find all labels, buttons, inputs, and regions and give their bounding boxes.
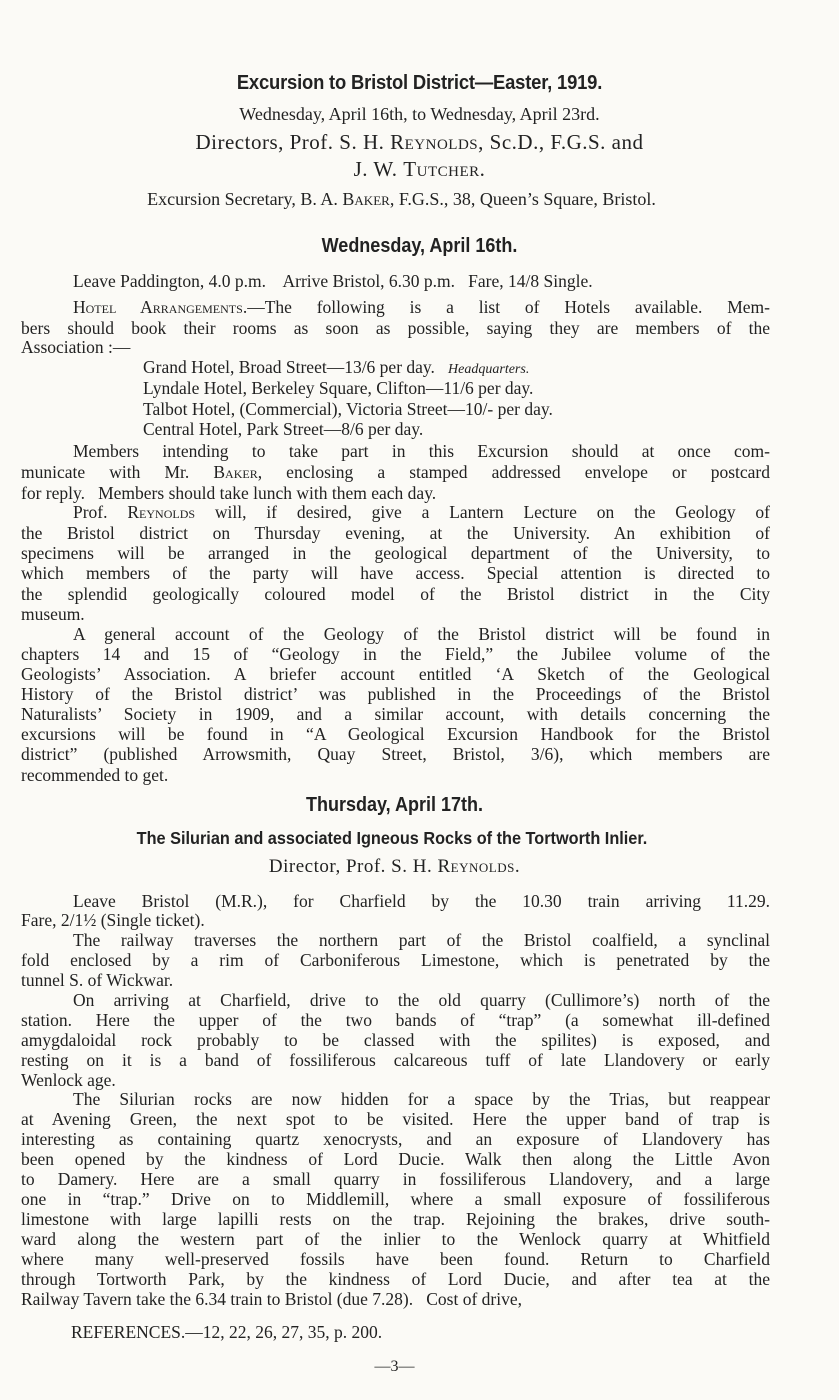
- hotel-intro-text: .—The following is a list of Hotels available. Mem-: [242, 297, 770, 317]
- secretary-address: , F.G.S., 38, Queen’s Square, Bristol.: [389, 189, 656, 209]
- lecture-text: Prof.: [73, 502, 128, 522]
- page-number: —3—: [374, 1358, 415, 1375]
- railway-para-2: fold enclosed by a rim of Carboniferous Limestone, which is penetrated by the: [21, 950, 770, 970]
- wednesday-travel: Leave Paddington, 4.0 p.m. Arrive Bristol, 6.30 p.m. Fare, 14/8 Single.: [73, 271, 593, 291]
- secretary-label: Excursion Secretary, B. A.: [147, 189, 343, 209]
- directors-text: Directors, Prof. S. H.: [195, 130, 391, 154]
- members-text: municate with Mr.: [21, 462, 214, 482]
- members-para-2: [21, 462, 770, 482]
- silurian-para-4: been opened by the kindness of Lord Ducie. Walk then along the Little Avon: [21, 1149, 770, 1169]
- account-para-1: A general account of the Geology of the Bristol district will be found in: [73, 624, 770, 644]
- director-period: .: [514, 856, 521, 877]
- references: REFERENCES.—12, 22, 26, 27, 35, p. 200.: [71, 1322, 383, 1342]
- silurian-para-7: limestone with large lapilli rests on the trap. Rejoining the brakes, drive south-: [21, 1209, 770, 1229]
- members-para-1: Members intending to take part in this Excursion should at once com-: [73, 441, 770, 461]
- hotel-arrangements-label: Hotel Arrangements: [73, 297, 243, 317]
- directors-line-2: [0, 159, 839, 179]
- hotel-item: Talbot Hotel, (Commercial), Victoria Street—10/- per day.: [143, 399, 553, 419]
- silurian-para-9: where many well-preserved fossils have been found. Return to Charfield: [21, 1249, 770, 1269]
- fare-fraction: ½: [83, 910, 97, 930]
- thursday-heading: Thursday, April 17th.: [305, 794, 484, 816]
- hotel-item: Lyndale Hotel, Berkeley Square, Clifton—11/6 per day.: [143, 378, 534, 398]
- directors-line-1: [0, 132, 839, 152]
- hotel-grand: Grand Hotel, Broad Street—13/6 per day.: [143, 357, 435, 377]
- account-para-7: district” (published Arrowsmith, Quay Street, Bristol, 3/6), which members are: [21, 744, 770, 764]
- lecture-para-3: specimens will be arranged in the geological department of the University, to: [21, 543, 770, 563]
- railway-para-3: tunnel S. of Wickwar.: [21, 970, 174, 990]
- account-para-2: chapters 14 and 15 of “Geology in the Field,” the Jubilee volume of the: [21, 644, 770, 664]
- baker-name: Baker: [213, 462, 258, 482]
- account-para-6: excursions will be found in “A Geological Excursion Handbook for the Bristol: [21, 724, 770, 744]
- silurian-para-6: one in “trap.” Drive on to Middlemill, where a small exposure of fossiliferous: [21, 1189, 770, 1209]
- headquarters-note: Headquarters.: [448, 362, 530, 377]
- fare-text: Fare, 2/1: [21, 910, 84, 930]
- account-para-3: Geologists’ Association. A briefer account entitled ‘A Sketch of the Geological: [21, 664, 770, 684]
- silurian-para-11: Railway Tavern take the 6.34 train to Bristol (due 7.28). Cost of drive,: [21, 1289, 522, 1309]
- reynolds-name: Reynolds: [127, 502, 196, 522]
- lecture-para-2: the Bristol district on Thursday evening, at the University. An exhibition of: [21, 523, 770, 543]
- railway-para-1: The railway traverses the northern part of the Bristol coalfield, a synclinal: [73, 930, 770, 950]
- leave-para-2: [21, 910, 205, 930]
- hotel-intro-2: bers should book their rooms as soon as possible, saying they are members of the: [21, 318, 770, 338]
- directors-text-2: J. W.: [353, 157, 404, 181]
- silurian-para-10: through Tortworth Park, by the kindness of Lord Ducie, and after tea at the: [21, 1269, 770, 1289]
- silurian-para-1: The Silurian rocks are now hidden for a space by the Trias, but reappear: [73, 1089, 770, 1109]
- hotel-item: [143, 357, 529, 380]
- arrive-para-2: station. Here the upper of the two bands of “trap” (a somewhat ill-defined: [21, 1010, 770, 1030]
- account-para-4: History of the Bristol district’ was published in the Proceedings of the Bristol: [21, 684, 770, 704]
- directors-period: .: [479, 157, 486, 181]
- document-title: Excursion to Bristol District—Easter, 1919.: [236, 72, 603, 94]
- arrive-para-1: On arriving at Charfield, drive to the old quarry (Cullimore’s) north of the: [73, 990, 770, 1010]
- silurian-para-8: ward along the western part of the inlier to the Wenlock quarry at Whitfield: [21, 1229, 770, 1249]
- silurian-para-3: interesting as containing quartz xenocrysts, and an exposure of Llandovery has: [21, 1129, 770, 1149]
- fare-ticket: (Single ticket).: [96, 910, 205, 930]
- silurian-para-5: to Damery. Here are a small quarry in fossiliferous Llandovery, and a large: [21, 1169, 770, 1189]
- hotel-item: Central Hotel, Park Street—8/6 per day.: [143, 419, 424, 439]
- director-text: Director, Prof. S. H.: [268, 856, 438, 877]
- arrive-para-4: resting on it is a band of fossiliferous calcareous tuff of late Llandovery or early: [21, 1050, 770, 1070]
- secretary-name: Baker: [342, 189, 390, 209]
- arrive-para-5: Wenlock age.: [21, 1070, 116, 1090]
- thursday-topic: The Silurian and associated Igneous Rocks of the Tortworth Inlier.: [136, 828, 648, 848]
- lecture-para-4: which members of the party will have access. Special attention is directed to: [21, 563, 770, 583]
- lecture-para-5: the splendid geologically coloured model of the Bristol district in the City: [21, 584, 770, 604]
- director-name: Reynolds: [437, 856, 515, 877]
- hotel-intro-1: [73, 297, 770, 317]
- lecture-para-6: museum.: [21, 604, 85, 624]
- director-name-reynolds: Reynolds: [390, 130, 479, 154]
- directors-credentials: , Sc.D., F.G.S. and: [478, 130, 644, 154]
- members-text-2: , enclosing a stamped addressed envelope or postcard: [257, 462, 770, 482]
- director-name-tutcher: Tutcher: [403, 157, 480, 181]
- wednesday-heading: Wednesday, April 16th.: [321, 235, 518, 257]
- leave-para-1: Leave Bristol (M.R.), for Charfield by the 10.30 train arriving 11.29.: [73, 891, 770, 911]
- lecture-para-1: [73, 502, 770, 522]
- thursday-director: [0, 857, 814, 877]
- account-para-5: Naturalists’ Society in 1909, and a similar account, with details concerning the: [21, 704, 770, 724]
- arrive-para-3: amygdaloidal rock probably to be classed with the spilites) is exposed, and: [21, 1030, 770, 1050]
- lecture-text-2: will, if desired, give a Lantern Lecture on the Geology of: [195, 502, 770, 522]
- excursion-secretary: [0, 189, 821, 209]
- members-para-3: for reply. Members should take lunch with them each day.: [21, 483, 437, 503]
- account-para-8: recommended to get.: [21, 765, 169, 785]
- hotel-intro-3: Association :—: [21, 337, 131, 357]
- silurian-para-2: at Avening Green, the next spot to be visited. Here the upper band of trap is: [21, 1109, 770, 1129]
- excursion-dates: Wednesday, April 16th, to Wednesday, April 23rd.: [239, 104, 600, 124]
